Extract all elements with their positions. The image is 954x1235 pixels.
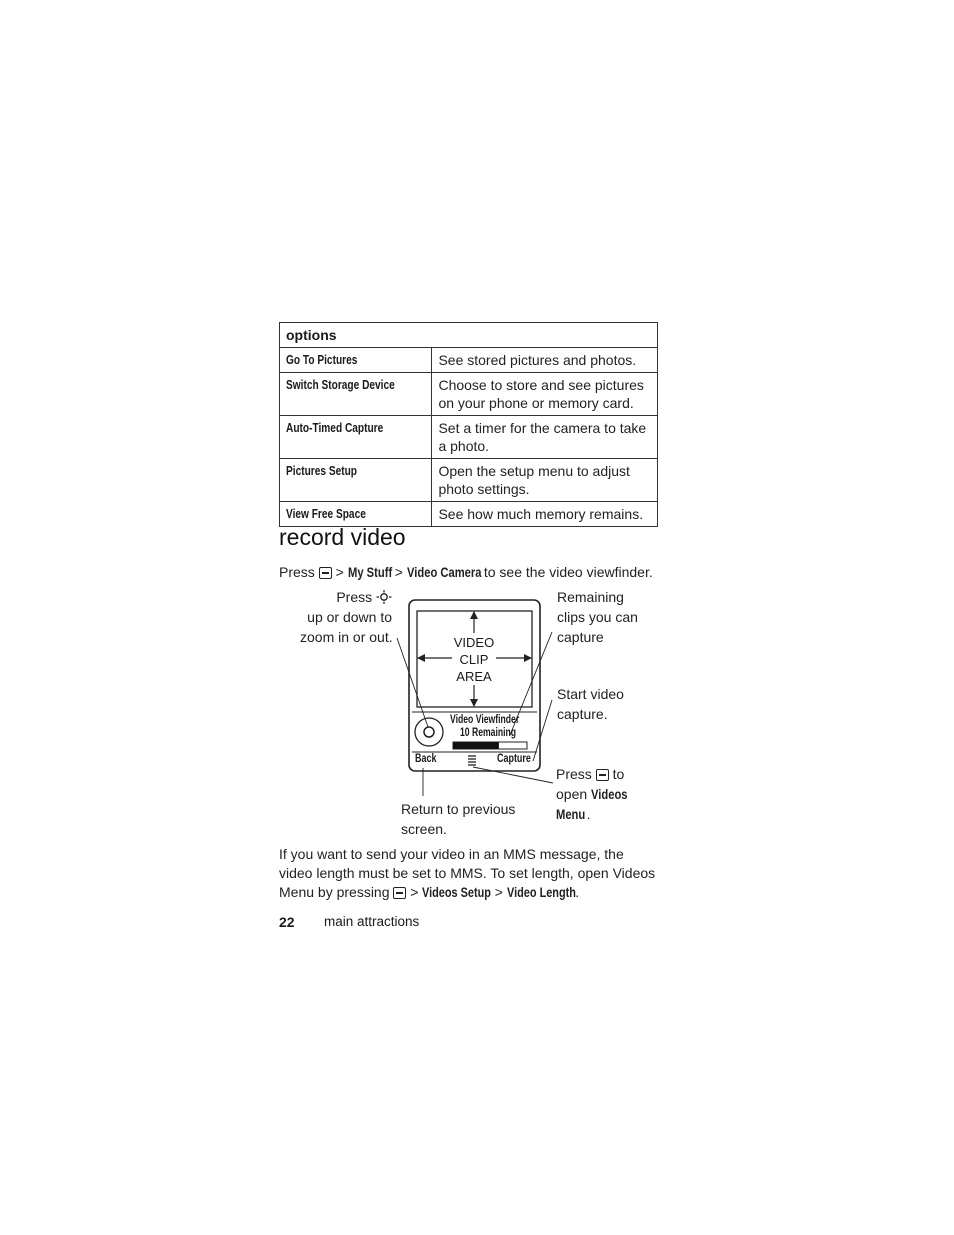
arrow-down-icon [470, 699, 478, 707]
option-key: Pictures Setup [286, 463, 358, 478]
menu-key-icon [393, 887, 406, 899]
option-desc: Open the setup menu to adjust photo settings. [432, 459, 658, 502]
soft-key-back[interactable]: Back [415, 753, 437, 765]
clip-area-label: VIDEO CLIP AREA [453, 635, 495, 684]
status-remaining: 10 Remaining [460, 727, 517, 739]
option-desc: Choose to store and see pictures on your phone or memory card. [432, 373, 658, 416]
callout-start-capture: Start video capture. [557, 686, 624, 722]
menu-item-videos-setup: Videos Setup [422, 884, 492, 900]
option-desc: Set a timer for the camera to take a photo. [432, 416, 658, 459]
arrow-up-icon [470, 611, 478, 619]
menu-item-my-stuff: My Stuff [347, 564, 392, 580]
table-header: options [280, 323, 658, 348]
option-key: Switch Storage Device [286, 377, 395, 392]
arrow-right-icon [524, 654, 532, 662]
option-desc: See how much memory remains. [432, 502, 658, 527]
callout-back: Return to previous screen. [401, 801, 516, 837]
clip-progress-fill [453, 742, 499, 749]
page-number: 22 [279, 914, 295, 930]
viewfinder-status [450, 714, 542, 740]
camera-circle-icon [415, 718, 443, 746]
intro-paragraph: Press > My Stuff > Video Camera to see the video viewfinder. [279, 564, 653, 580]
option-desc: See stored pictures and photos. [432, 348, 658, 373]
option-key: Auto-Timed Capture [286, 420, 384, 435]
page-section: main attractions [324, 914, 420, 929]
status-title: Video Viewfinder [450, 714, 520, 726]
soft-key-capture[interactable]: Capture [497, 753, 531, 765]
menu-item-video-camera: Video Camera [406, 564, 482, 580]
arrow-left-icon [417, 654, 425, 662]
nav-key-icon [376, 590, 392, 604]
callout-zoom: Press up or down to zoom in or out. [300, 589, 393, 645]
menu-key-icon [596, 769, 609, 781]
callout-remaining: Remaining clips you can capture [557, 589, 638, 645]
option-key: Go To Pictures [286, 352, 358, 367]
option-key: View Free Space [286, 506, 366, 521]
section-title: record video [279, 524, 406, 550]
mms-paragraph: If you want to send your video in an MMS message, the video length must be set to MMS. To set length, open Videos Menu by pressing > Videos Setup > Video Length. [279, 846, 656, 900]
callout-videos-menu: Press to open Videos Menu. [556, 766, 628, 822]
menu-lines-icon [468, 756, 476, 765]
menu-item-video-length: Video Length [506, 884, 576, 900]
